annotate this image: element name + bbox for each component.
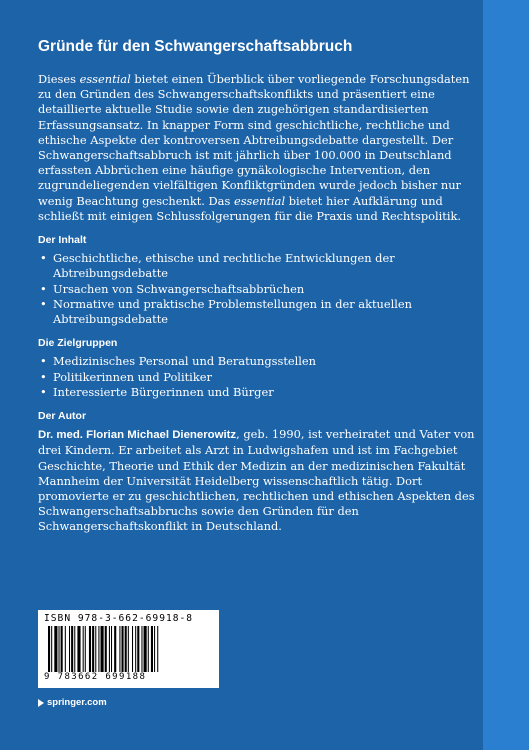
barcode-bar bbox=[122, 626, 124, 672]
description-paragraph bbox=[38, 72, 478, 224]
barcode-bar bbox=[83, 626, 84, 672]
barcode-bar bbox=[128, 626, 129, 672]
barcode-bar bbox=[74, 626, 75, 672]
autor-heading: Der Autor bbox=[38, 410, 87, 423]
barcode-bar bbox=[98, 626, 99, 672]
barcode-bar bbox=[48, 626, 50, 672]
barcode-bar bbox=[109, 626, 110, 672]
barcode-bar bbox=[61, 626, 63, 672]
inhalt-heading: Der Inhalt bbox=[38, 234, 87, 247]
description-text-3: bietet hier Aufklärung und schließt mit einigen Schlussfolgerungen für die Praxis und Rechtspolitik. bbox=[38, 193, 461, 223]
inhalt-list bbox=[38, 251, 478, 327]
cover-spine-strip bbox=[483, 0, 529, 750]
publisher-url: springer.com bbox=[47, 697, 107, 708]
description-emphasis-2: essential bbox=[233, 193, 286, 208]
description-emphasis-1: essential bbox=[79, 72, 131, 86]
barcode-bar bbox=[54, 626, 57, 672]
springer-arrow-icon bbox=[38, 699, 44, 707]
isbn-barcode bbox=[38, 610, 219, 688]
barcode-bar bbox=[132, 626, 133, 672]
zielgruppen-list bbox=[38, 354, 478, 400]
author-bio bbox=[38, 427, 478, 534]
description-text-1: Dieses bbox=[38, 72, 80, 86]
barcode-bar bbox=[65, 626, 66, 672]
barcode-bar bbox=[85, 626, 86, 672]
isbn-number: ISBN 978-3-662-69918-8 bbox=[44, 613, 194, 624]
barcode-bar bbox=[95, 626, 96, 672]
barcode-bar bbox=[148, 626, 149, 672]
book-title: Gründe für den Schwangerschaftsabbruch bbox=[38, 38, 353, 55]
description-text-2: bietet einen Überblick über vorliegende Forschungsdaten zu den Gründen des Schwangerschaftskonflikts und präsentiert eine detaillierte aktuelle Studie sowie den zugehörigen standardisierten Erfassungsansatz. In knapper Form sind geschichtliche, rechtliche und ethische Aspekte der kontroversen Abtreibungsdebatte dargestellt. Der Schwangerschaftsabbruch ist mit jährlich über 100.000 in Deutschland erfassten Abbrüchen eine häufige gynäkologische Intervention, den zugrundeliegenden vielfältigen Konfliktgründen wurde jedoch bisher nur wenig Beachtung geschenkt. Das bbox=[38, 72, 470, 208]
zielgruppen-item: • Politikerinnen und Politiker bbox=[38, 370, 478, 385]
inhalt-item: • Geschichtliche, ethische und rechtliche Entwicklungen der Abtreibungsdebatte bbox=[38, 251, 478, 281]
barcode-bar bbox=[125, 626, 127, 672]
zielgruppen-heading: Die Zielgruppen bbox=[38, 337, 118, 350]
barcode-bar bbox=[144, 626, 147, 672]
barcode-bar bbox=[111, 626, 112, 672]
inhalt-item: • Ursachen von Schwangerschaftsabbrüchen bbox=[38, 282, 478, 297]
barcode-bar bbox=[59, 626, 60, 672]
barcode-bar bbox=[101, 626, 104, 672]
barcode-bar bbox=[137, 626, 139, 672]
barcode-bar bbox=[141, 626, 142, 672]
zielgruppen-item: • Interessierte Bürgerinnen und Bürger bbox=[38, 385, 478, 400]
barcode-bar bbox=[69, 626, 70, 672]
barcode-bar bbox=[151, 626, 153, 672]
zielgruppen-item: • Medizinisches Personal und Beratungsstellen bbox=[38, 354, 478, 369]
barcode-bar bbox=[71, 626, 73, 672]
author-name: Dr. med. Florian Michael Dienerowitz bbox=[38, 429, 237, 442]
publisher-link[interactable] bbox=[38, 697, 107, 708]
barcode-bar bbox=[92, 626, 94, 672]
barcode-bars bbox=[44, 626, 213, 672]
barcode-digits: 9 783662 699188 bbox=[44, 672, 147, 682]
barcode-bar bbox=[51, 626, 52, 672]
barcode-bar bbox=[135, 626, 136, 672]
barcode-bar bbox=[89, 626, 91, 672]
barcode-bar bbox=[77, 626, 80, 672]
barcode-bar bbox=[119, 626, 120, 672]
barcode-bar bbox=[114, 626, 116, 672]
barcode-bar bbox=[154, 626, 155, 672]
back-cover-content bbox=[38, 72, 478, 535]
inhalt-item: • Normative und praktische Problemstellungen in der aktuellen Abtreibungsdebatte bbox=[38, 297, 478, 327]
author-bio-text: , geb. 1990, ist verheiratet und Vater von drei Kindern. Er arbeitet als Arzt in Ludwigshafen und ist im Fachgebiet Geschichte, Theorie und Ethik der Medizin an der medizinischen Fakultät Mannheim der Universität Heidelberg wissenschaftlich tätig. Dort promovierte er zu geschichtlichen, rechtlichen und ethischen Aspekten des Schwangerschaftsabbruchs sowie den Gründen für den Schwangerschaftskonflikt in Deutschland. bbox=[38, 427, 475, 534]
barcode-bar bbox=[157, 626, 158, 672]
barcode-bar bbox=[105, 626, 107, 672]
